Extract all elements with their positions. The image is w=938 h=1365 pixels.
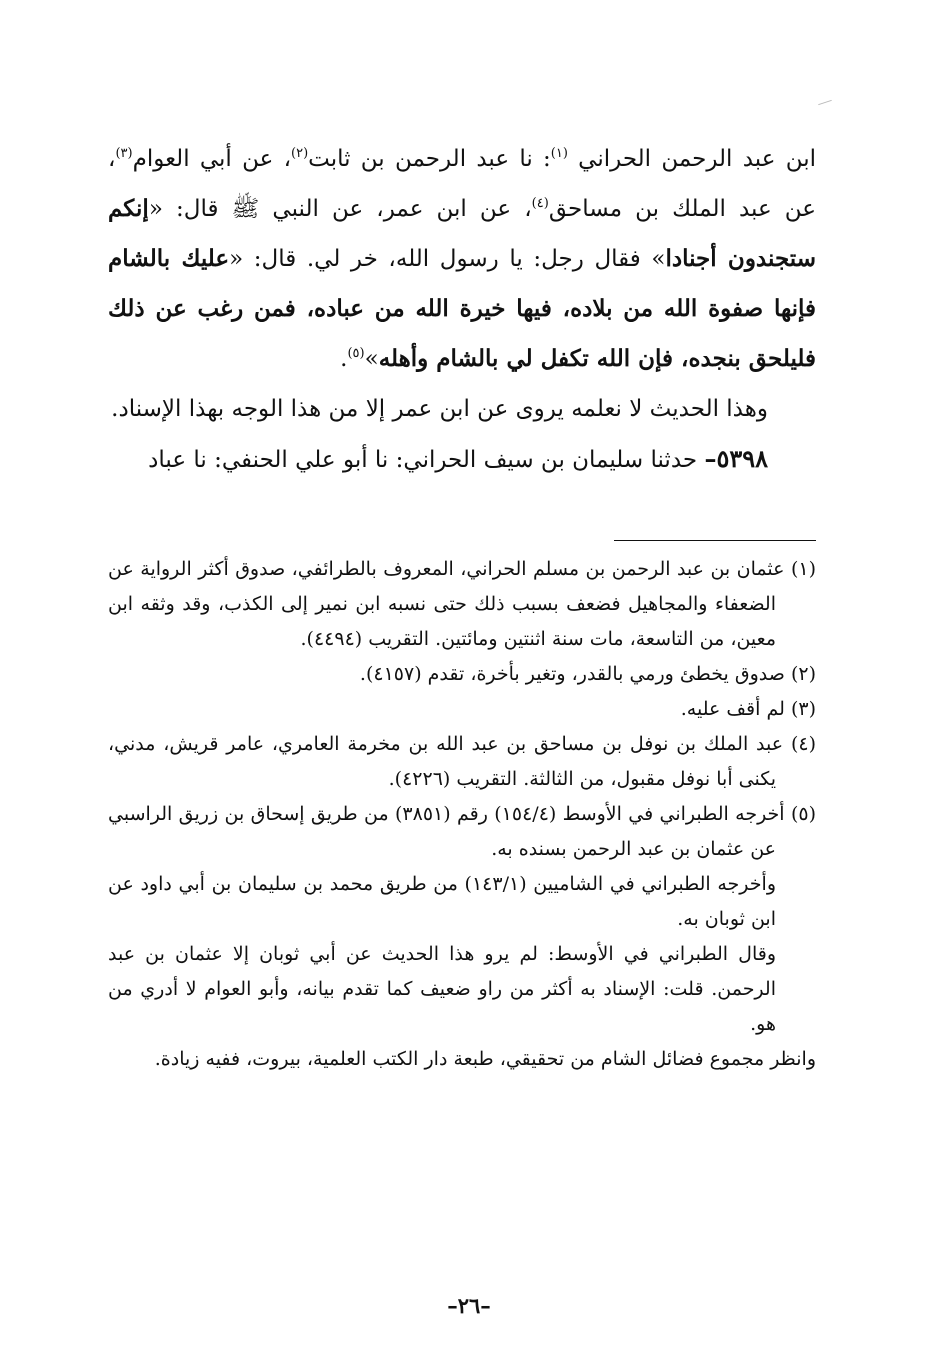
footnote-text: صدوق يخطئ ورمي بالقدر، وتغير بأخرة، تقدم (٤١٥٧). — [359, 663, 785, 685]
next-hadith-text: حدثنا سليمان بن سيف الحراني: نا أبو علي الحنفي: نا عباد — [148, 447, 705, 473]
footnote-ref-4: (٤) — [531, 196, 549, 211]
footnote-ref-2: (٢) — [291, 146, 309, 161]
hadith-number: ٥٣٩٨– — [704, 444, 768, 473]
footnote-text: عبد الملك بن نوفل بن مساحق بن عبد الله بن مخرمة العامري، عامر قريش، مدني، يكنى أبا نوفل مقبول، من الثالثة. التقريب (٤٢٢٦). — [108, 733, 784, 790]
footnote-ref-1: (١) — [550, 146, 568, 161]
footnote-number: (٢) — [790, 663, 816, 685]
page-number: –٢٦– — [447, 1293, 491, 1318]
footnote-separator — [614, 540, 816, 541]
footnote-continuation: وأخرجه الطبراني في الشاميين (١٤٣/١) من طريق محمد بن سليمان بن أبي داود عن ابن ثوبان به. — [108, 873, 776, 930]
footnote-number: (٣) — [790, 698, 816, 720]
footnote-continuation: وقال الطبراني في الأوسط: لم يرو هذا الحديث عن أبي ثوبان إلا عثمان بن عبد الرحمن. قلت: الإسناد به أكثر من راو ضعيف كما تقدم بيانه، وأبو العوام لا أدري من هو. — [108, 943, 776, 1035]
hadith-paragraph: ابن عبد الرحمن الحراني $^{(١)}$: نا عبد الرحمن بن ثابت$^{(٢)}$، عن أبي العوام$^{(٣)}$، عن عبد الملك بن مساحق$^{(٤)}$، عن ابن عمر، عن النبي ﷺ قال: «إنكم ستجندون أجنادا» فقال رجل: يا رسول الله، خر لي. قال: «عليك بالشام فإنها صفوة الله من بلاده، فيها خيرة الله من عباده، فمن رغب عن ذلك فليلحق بنجده، فإن الله تكفل لي بالشام وأهله»$^{(٥)}$. — [108, 146, 817, 372]
hadith-text-1: إنكم ستجندون أجنادا — [108, 195, 816, 272]
next-hadith-paragraph — [108, 434, 816, 485]
footnote-item — [108, 657, 816, 692]
footnote-number: (١) — [790, 558, 816, 580]
footnote-item — [108, 797, 816, 867]
commentary-paragraph: وهذا الحديث لا نعلمه يروى عن ابن عمر إلا من هذا الوجه بهذا الإسناد. — [111, 396, 768, 422]
footnote-closing-note: وانظر مجموع فضائل الشام من تحقيقي، طبعة دار الكتب العلمية، بيروت، ففيه زيادة. — [154, 1048, 816, 1070]
footnote-text: عثمان بن عبد الرحمن بن مسلم الحراني، المعروف بالطرائفي، صدوق أكثر الرواية عن الضعفاء والمجاهيل فضعف بسبب ذلك حتى نسبه ابن نمير إلى الكذب، وقد وثقه ابن معين، من التاسعة، مات سنة اثنتين ومائتين. التقريب (٤٤٩٤). — [108, 558, 785, 650]
footnote-number: (٥) — [790, 803, 816, 825]
footnote-item — [108, 692, 816, 727]
main-text — [108, 134, 816, 485]
footnote-text: أخرجه الطبراني في الأوسط (١٥٤/٤) رقم (٣٨٥١) من طريق إسحاق بن زريق الراسبي عن عثمان بن عبد الرحمن بسنده به. — [108, 803, 785, 860]
hadith-text-2: عليك بالشام فإنها صفوة الله من بلاده، فيها خيرة الله من عباده، فمن رغب عن ذلك فليلحق بنجده، فإن الله تكفل لي بالشام وأهله — [108, 245, 816, 372]
footnote-number: (٤) — [790, 733, 816, 755]
scan-mark — [818, 100, 832, 105]
footnotes — [108, 552, 816, 1077]
footnote-text: لم أقف عليه. — [680, 698, 785, 720]
footnote-item — [108, 552, 816, 657]
footnote-ref-3: (٣) — [115, 146, 133, 161]
footnote-item — [108, 727, 816, 797]
footnote-ref-5: (٥) — [347, 346, 365, 361]
